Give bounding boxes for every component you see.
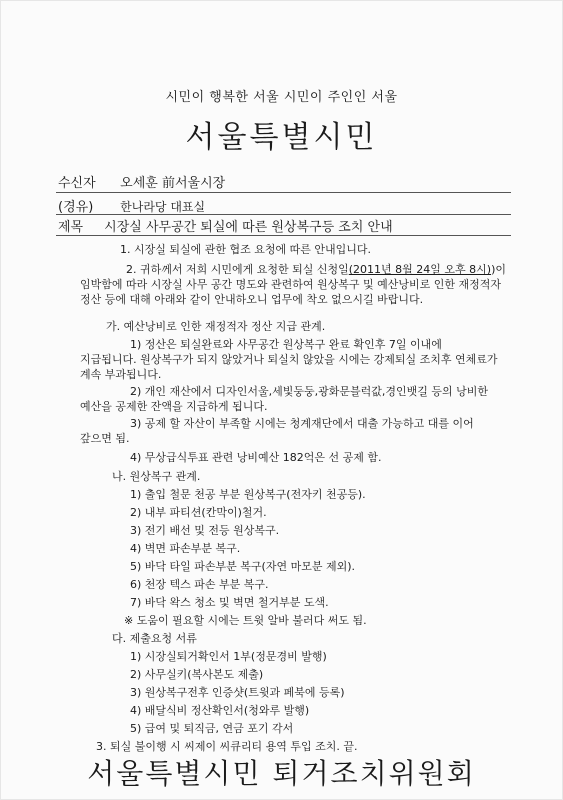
list-item: 2) 내부 파티션(칸막이)철거. <box>130 506 267 519</box>
paragraph-2-line-1 <box>126 263 506 276</box>
document-title: 서울특별시민 <box>185 120 378 155</box>
subject-label: 제목 <box>58 220 84 235</box>
section-na-note: ※ 도움이 필요할 시에는 트윗 알바 불러다 써도 됨. <box>124 614 367 627</box>
list-item: 3) 원상복구전후 인증샷(트윗과 페북에 등록) <box>130 686 345 699</box>
paragraph-2-line-3: 정산 등에 대해 아래와 같이 안내하오니 업무에 착오 없으시길 바랍니다. <box>80 293 424 306</box>
list-item: 2) 사무실키(복사본도 제출) <box>130 668 264 681</box>
divider <box>56 192 511 193</box>
paragraph-1: 1. 시장실 퇴실에 관한 협조 요청에 따른 안내입니다. <box>120 243 371 256</box>
paragraph-2-suffix: )이 <box>491 263 506 276</box>
list-item: 3) 전기 배선 및 전등 원상복구. <box>130 524 280 537</box>
list-item: 7) 바닥 왁스 청소 및 벽면 철거부분 도색. <box>130 596 329 609</box>
via-row <box>58 196 205 215</box>
paragraph-2-date: (2011년 8월 24일 오후 8시) <box>348 263 492 276</box>
subject-row <box>58 216 393 235</box>
section-da-heading: 다. 제출요청 서류 <box>112 632 197 645</box>
list-item: 5) 급여 및 퇴직금, 연금 포기 각서 <box>130 722 294 735</box>
divider <box>56 235 511 236</box>
section-ga-item-1-line-1: 1) 정산은 퇴실완료와 사무공간 원상복구 완료 확인후 7일 이내에 <box>130 338 442 351</box>
divider <box>56 214 511 215</box>
list-item: 1) 출입 철문 천공 부분 원상복구(전자키 천공등). <box>130 488 366 501</box>
section-ga-item-1-line-2: 지급됩니다. 원상복구가 되지 않았거나 퇴실치 않았을 시에는 강제퇴실 조치후 연체료가 <box>80 353 498 366</box>
recipient-label: 수신자 <box>58 176 96 191</box>
slogan: 시민이 행복한 서울 시민이 주인인 서울 <box>165 90 398 105</box>
list-item: 6) 천장 텍스 파손 부분 복구. <box>130 578 269 591</box>
section-ga-item-3-line-1: 3) 공제 할 자산이 부족할 시에는 청계재단에서 대출 가능하고 대를 이어 <box>130 417 474 430</box>
paragraph-2-prefix: 2. 귀하께서 저희 시민에게 요청한 퇴실 신청일 <box>126 263 349 276</box>
section-ga-heading: 가. 예산낭비로 인한 재정적자 정산 지급 관계. <box>106 320 326 333</box>
section-ga-item-1-line-3: 계속 부과됩니다. <box>80 368 162 381</box>
list-item: 5) 바닥 타일 파손부분 복구(자연 마모분 제외). <box>130 560 355 573</box>
section-ga-item-2-line-2: 예산을 공제한 잔액을 지급하게 됩니다. <box>80 400 268 413</box>
subject-value: 시장실 사무공간 퇴실에 따른 원상복구등 조치 안내 <box>104 220 393 235</box>
paragraph-3: 3. 퇴실 불이행 시 씨제이 씨큐리티 용역 투입 조치. 끝. <box>96 740 358 753</box>
list-item: 4) 배달식비 정산확인서(청와루 발행) <box>130 704 310 717</box>
via-label: (경유) <box>58 200 94 215</box>
list-item: 1) 시장실퇴거확인서 1부(정문경비 발행) <box>130 650 327 663</box>
list-item: 4) 벽면 파손부분 복구. <box>130 542 241 555</box>
via-value: 한나라당 대표실 <box>120 200 206 214</box>
recipient-value: 오세훈 前서울시장 <box>120 176 226 191</box>
section-na-heading: 나. 원상복구 관계. <box>112 470 201 483</box>
issuer-signature: 서울특별시민 퇴거조치위원회 <box>87 757 476 790</box>
section-ga-item-3-line-2: 갚으면 됨. <box>80 432 130 445</box>
paragraph-2-line-2: 임박함에 따라 시장실 사무 공간 명도와 관련하여 원상복구 및 예산낭비로 인한 재정적자 <box>80 278 501 291</box>
section-ga-item-2-line-1: 2) 개인 재산에서 디자인서울,세빛둥둥,광화문블럭값,경인뱃길 등의 낭비한 <box>130 385 489 398</box>
recipient-row <box>58 172 225 191</box>
section-ga-item-4: 4) 무상급식투표 관련 낭비예산 182억은 선 공제 함. <box>130 451 382 464</box>
